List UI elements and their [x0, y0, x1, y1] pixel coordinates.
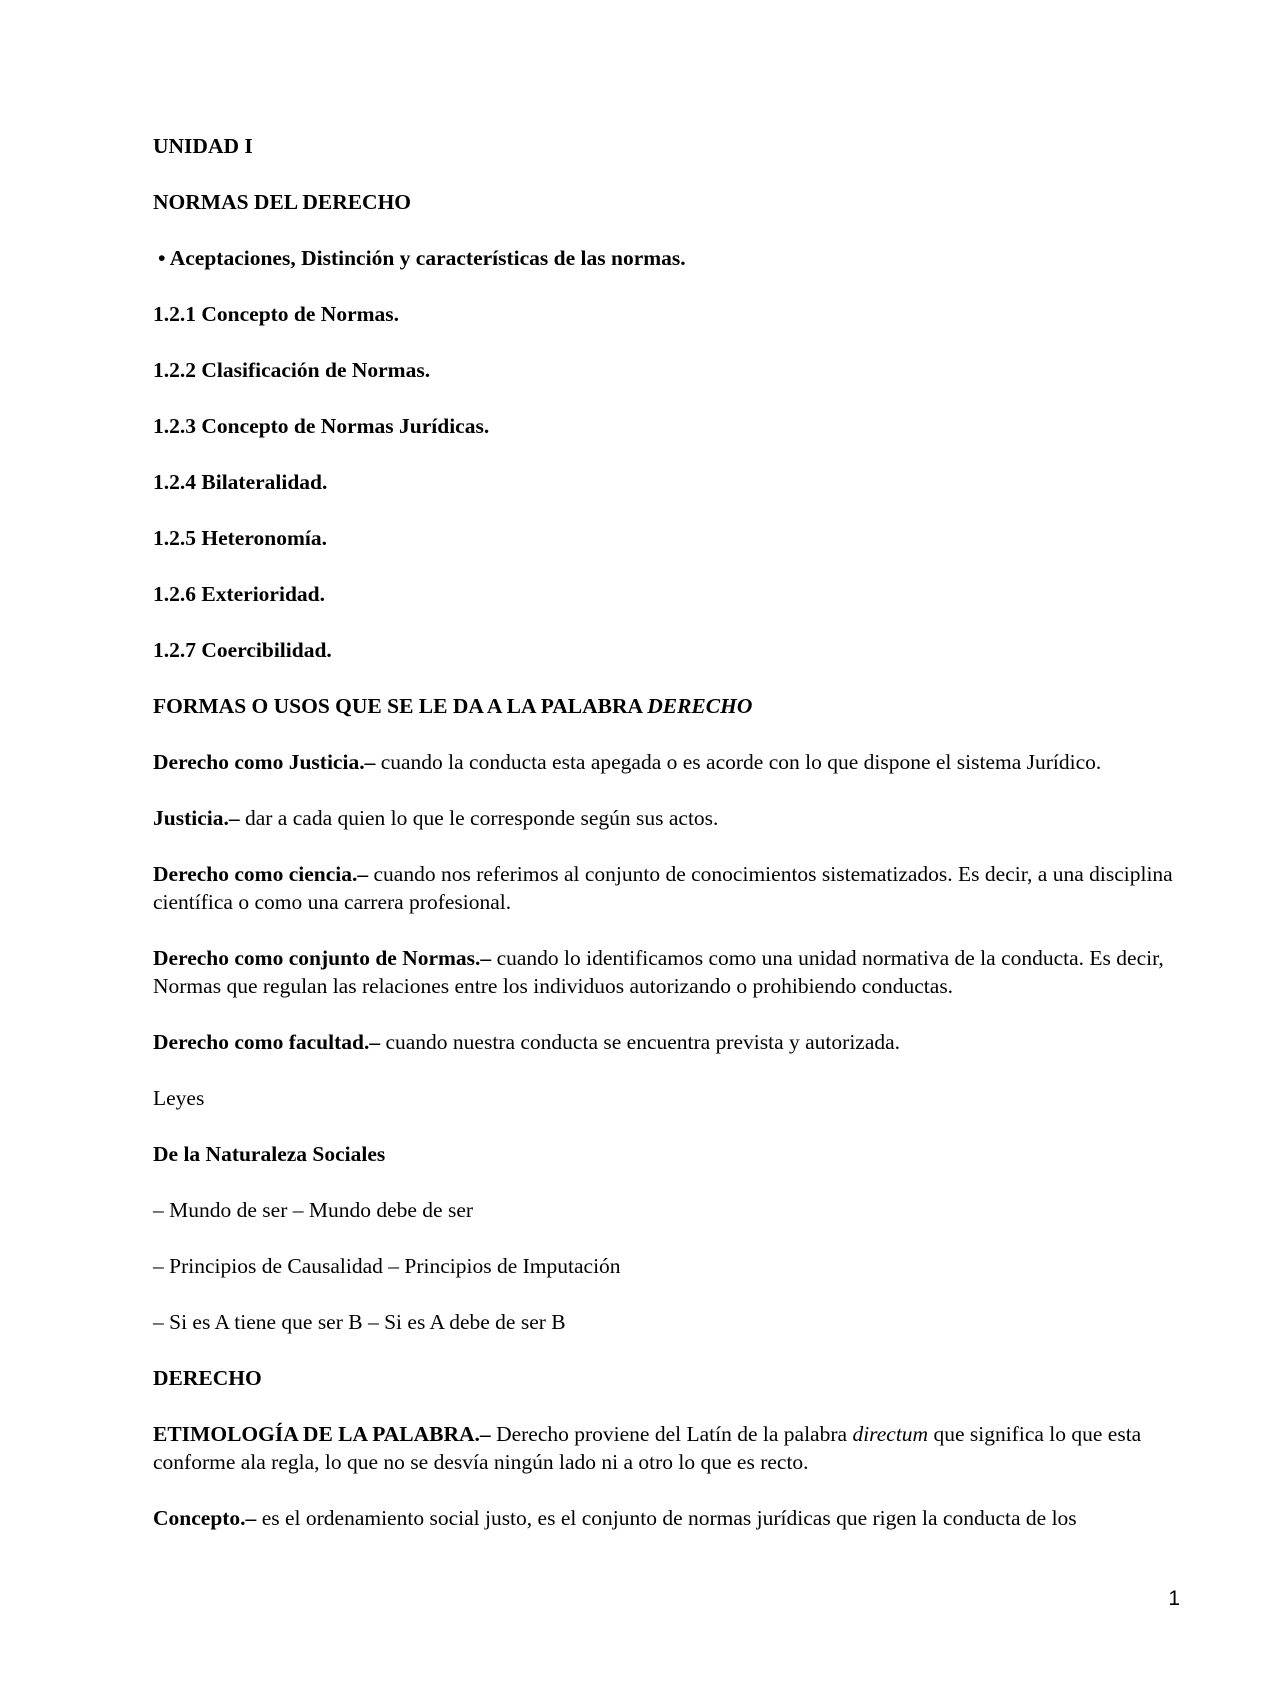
concepto-paragraph [153, 1504, 1193, 1532]
toc-item-1-2-4: 1.2.4 Bilateralidad. [153, 470, 328, 494]
bullet-icon: • [158, 246, 166, 270]
etimologia-paragraph [153, 1420, 1193, 1476]
definition-term: Derecho como conjunto de Normas.– [153, 946, 492, 970]
naturaleza-heading: De la Naturaleza Sociales [153, 1142, 386, 1166]
unit-heading: UNIDAD I [153, 134, 253, 158]
definition-text: cuando nuestra conducta se encuentra prevista y autorizada. [380, 1030, 901, 1054]
definition-text: cuando nos referimos al conjunto de conocimientos sistematizados. Es decir, a una disciplina científica o como una carrera profesional. [153, 862, 1173, 914]
document-body [153, 132, 1193, 1560]
etimologia-italic-word: directum [852, 1422, 929, 1446]
concepto-text: es el ordenamiento social justo, es el conjunto de normas jurídicas que rigen la conducta de los [256, 1506, 1077, 1530]
definition-text: dar a cada quien lo que le corresponde según sus actos. [239, 806, 719, 830]
definition-paragraph [153, 804, 1193, 832]
definition-term: Derecho como ciencia.– [153, 862, 369, 886]
toc-item-1-2-2: 1.2.2 Clasificación de Normas. [153, 358, 431, 382]
definition-text: cuando lo identificamos como una unidad normativa de la conducta. Es decir, Normas que regulan las relaciones entre los individuos autorizando o prohibiendo conductas. [153, 946, 1164, 998]
comparison-line: – Principios de Causalidad – Principios de Imputación [153, 1254, 621, 1278]
etimologia-text-before: Derecho proviene del Latín de la palabra [490, 1422, 853, 1446]
definition-text: cuando la conducta esta apegada o es acorde con lo que dispone el sistema Jurídico. [375, 750, 1102, 774]
definition-term: Derecho como facultad.– [153, 1030, 381, 1054]
comparison-line: – Si es A tiene que ser B – Si es A debe de ser B [153, 1310, 566, 1334]
definition-paragraph [153, 860, 1193, 916]
leyes-label: Leyes [153, 1086, 205, 1110]
definition-paragraph [153, 748, 1193, 776]
bullet-item-text: Aceptaciones, Distinción y características de las normas. [169, 246, 686, 270]
concepto-term: Concepto.– [153, 1506, 257, 1530]
definition-term: Derecho como Justicia.– [153, 750, 376, 774]
toc-item-1-2-6: 1.2.6 Exterioridad. [153, 582, 325, 606]
comparison-line: – Mundo de ser – Mundo debe de ser [153, 1198, 474, 1222]
toc-item-1-2-7: 1.2.7 Coercibilidad. [153, 638, 332, 662]
forms-heading [153, 692, 1193, 720]
toc-item-1-2-1: 1.2.1 Concepto de Normas. [153, 302, 400, 326]
definition-paragraph [153, 1028, 1193, 1056]
etimologia-term: ETIMOLOGÍA DE LA PALABRA.– [153, 1422, 491, 1446]
forms-heading-italic: DERECHO [647, 694, 753, 718]
derecho-heading: DERECHO [153, 1366, 262, 1390]
section-heading: NORMAS DEL DERECHO [153, 190, 412, 214]
etimologia-text-after: que significa lo que esta conforme ala regla, lo que no se desvía ningún lado ni a otro lo que es recto. [153, 1422, 1142, 1474]
page-number: 1 [1168, 1587, 1180, 1610]
toc-item-1-2-3: 1.2.3 Concepto de Normas Jurídicas. [153, 414, 490, 438]
definition-paragraph [153, 944, 1193, 1000]
toc-item-1-2-5: 1.2.5 Heteronomía. [153, 526, 327, 550]
forms-heading-text: FORMAS O USOS QUE SE LE DA A LA PALABRA [153, 694, 648, 718]
bullet-item [153, 244, 1193, 272]
definition-term: Justicia.– [153, 806, 240, 830]
